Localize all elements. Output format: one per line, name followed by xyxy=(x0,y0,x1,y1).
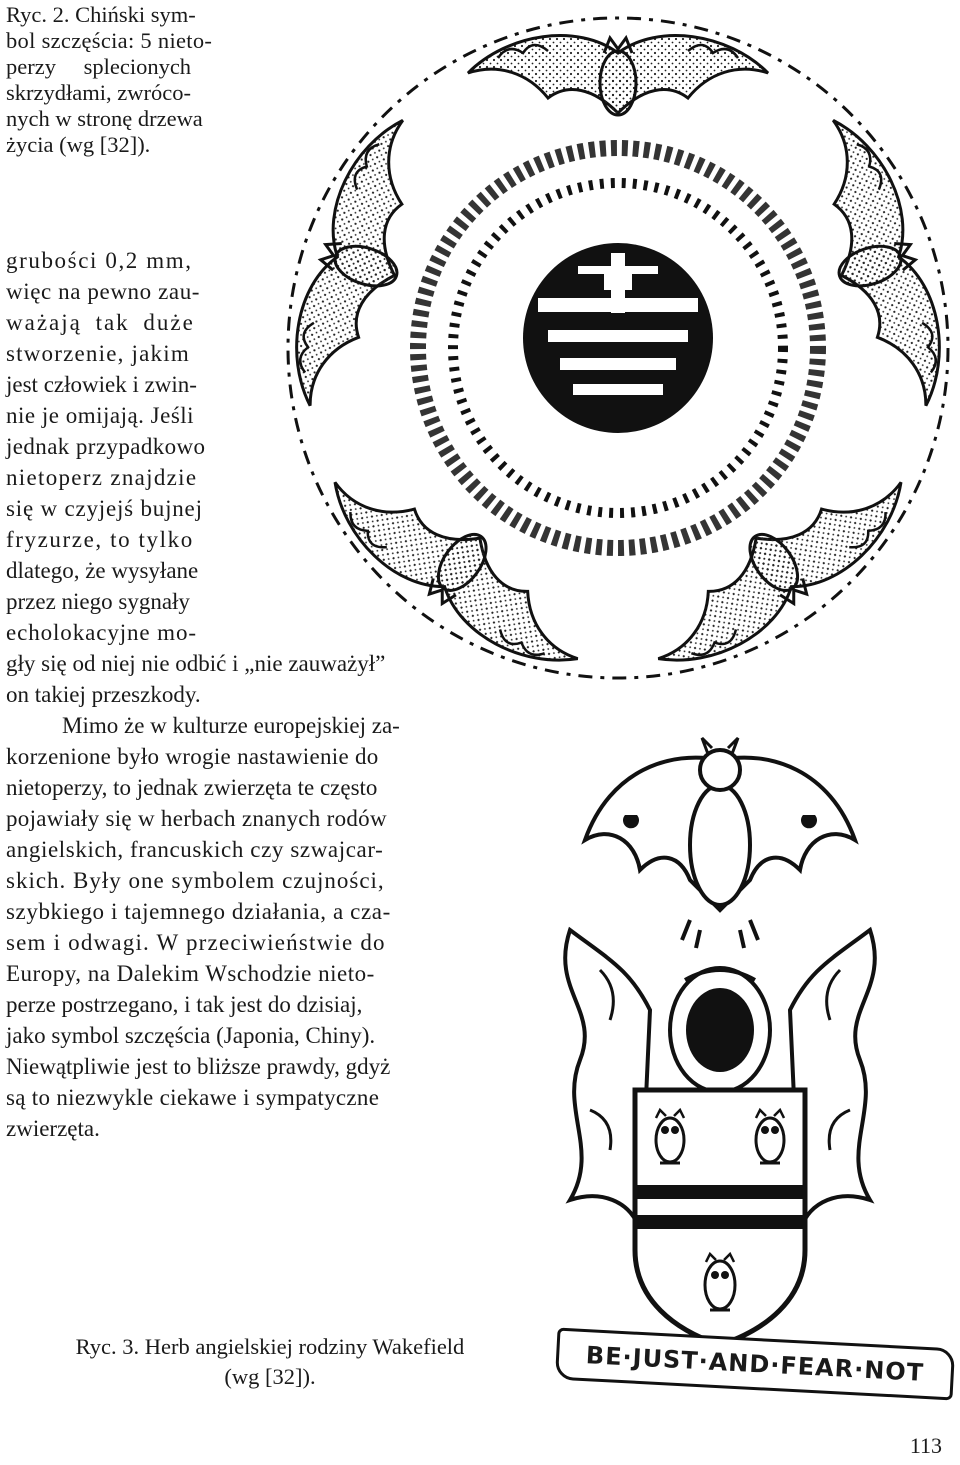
figure-1-caption xyxy=(6,2,261,158)
shield-bar xyxy=(635,1215,805,1229)
caption-line: życia (wg [32]). xyxy=(6,132,151,157)
text-line: stworzenie, jakim xyxy=(6,341,190,366)
bat-crest xyxy=(585,738,855,948)
text-line: Mimo że w kulturze europejskiej za- xyxy=(62,713,400,738)
motto-text: BE·JUST·AND·FEAR·NOT xyxy=(585,1341,925,1387)
page-number: 113 xyxy=(909,1433,942,1458)
text-line: grubości 0,2 mm, xyxy=(6,248,193,273)
text-line: jest człowiek i zwin- xyxy=(6,372,197,397)
caption-line: (wg [32]). xyxy=(224,1364,316,1389)
text-line: angielskich, francuskich czy szwajcar- xyxy=(6,837,384,862)
five-bats-symbol-illustration xyxy=(278,8,958,688)
text-line: są to niezwykle ciekawe i sympatyczne xyxy=(6,1085,380,1110)
bat-5 xyxy=(278,109,443,419)
text-line: nietoperz znajdzie xyxy=(6,465,198,490)
text-line: się w czyjejś bujnej xyxy=(6,496,203,521)
text-line: nie je omijają. Jeśli xyxy=(6,403,195,428)
text-line: więc na pewno zau- xyxy=(6,279,201,304)
shield-bar xyxy=(635,1185,805,1199)
wakefield-coat-of-arms-illustration xyxy=(540,730,900,1360)
bat-4 xyxy=(313,448,602,688)
text-line: Niewątpliwie jest to bliższe prawdy, gdyż xyxy=(6,1054,391,1079)
text-line: on takiej przeszkody. xyxy=(6,682,201,707)
shou-longevity-symbol xyxy=(523,243,713,433)
text-line: Europy, na Dalekim Wschodzie nieto- xyxy=(6,961,375,986)
text-line: gły się od niej nie odbić i „nie zauważył” xyxy=(6,651,386,676)
caption-line: bol szczęścia: 5 nieto- xyxy=(6,28,213,53)
helmet xyxy=(670,968,770,1092)
figure-2-caption xyxy=(20,1332,520,1392)
text-line: fryzurze, to tylko xyxy=(6,527,194,552)
text-line: skich. Były one symbolem czujności, xyxy=(6,868,385,893)
text-line: przez niego sygnały xyxy=(6,589,190,614)
text-line: pojawiały się w herbach znanych rodów xyxy=(6,806,387,831)
caption-line: perzy splecionych xyxy=(6,54,192,79)
caption-line: Ryc. 3. Herb angielskiej rodziny Wakefield xyxy=(75,1334,465,1359)
text-line: zwierzęta. xyxy=(6,1116,100,1141)
text-line: jednak przypadkowo xyxy=(6,434,206,459)
caption-line: nych w stronę drzewa xyxy=(6,106,203,131)
text-line: jako symbol szczęścia (Japonia, Chiny). xyxy=(6,1023,376,1048)
bat-3 xyxy=(634,448,923,688)
caption-line: skrzydłami, zwróco- xyxy=(6,80,191,105)
text-line: perze postrzegano, i tak jest do dzisiaj, xyxy=(6,992,363,1017)
text-line: ważają tak duże xyxy=(6,310,195,335)
text-line: echolokacyjne mo- xyxy=(6,620,197,645)
text-line: sem i odwagi. W przeciwieństwie do xyxy=(6,930,386,955)
text-line: nietoperzy, to jednak zwierzęta te często xyxy=(6,775,378,800)
text-line: korzenione było wrogie nastawienie do xyxy=(6,744,379,769)
text-line: dlatego, że wysyłane xyxy=(6,558,199,583)
shield xyxy=(635,1090,805,1345)
bat-1 xyxy=(468,36,768,115)
caption-line: Ryc. 2. Chiński sym- xyxy=(6,2,196,27)
text-line: szybkiego i tajemnego działania, a cza- xyxy=(6,899,391,924)
